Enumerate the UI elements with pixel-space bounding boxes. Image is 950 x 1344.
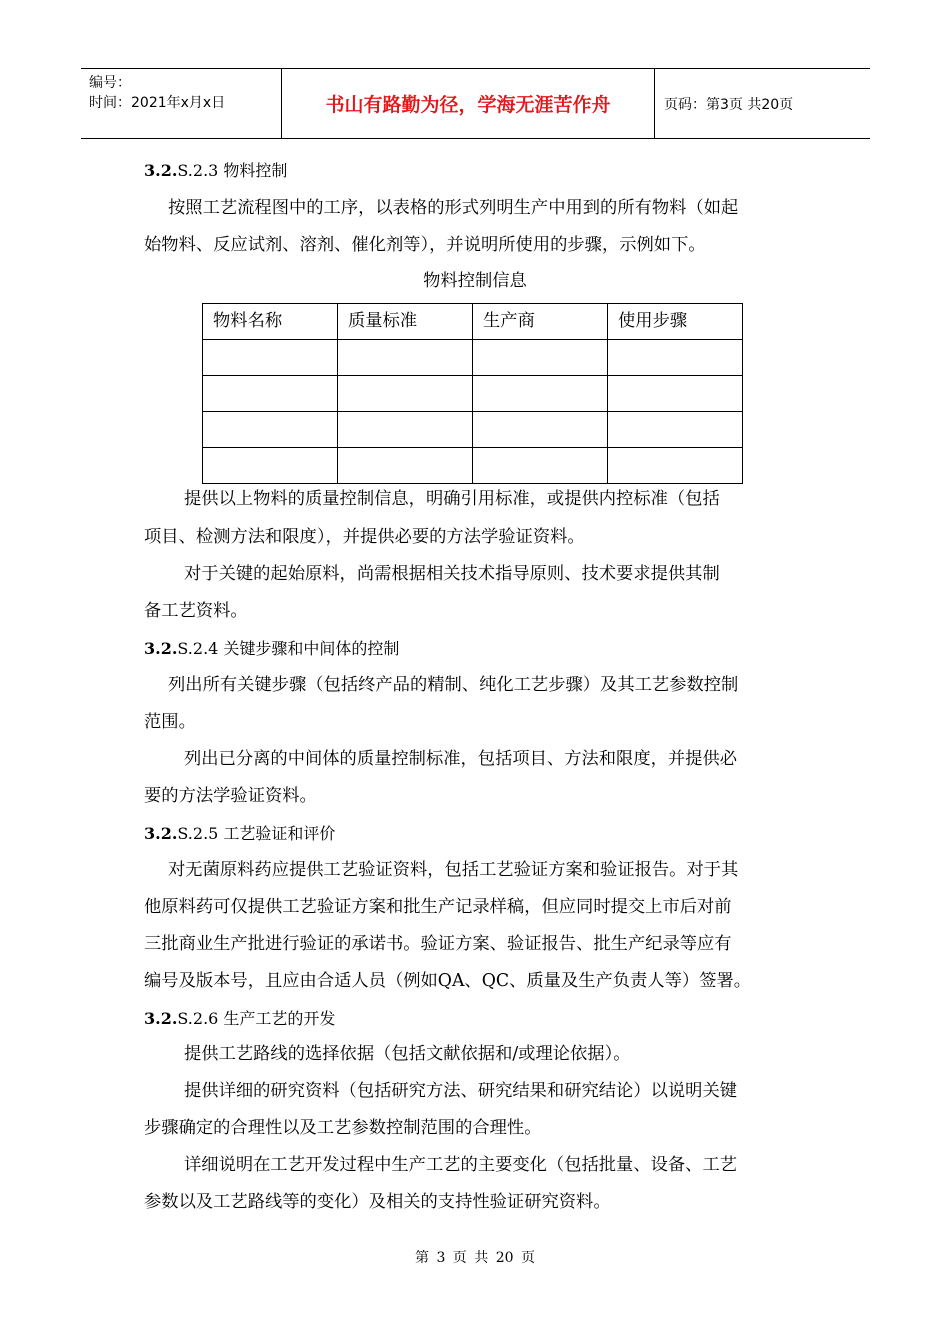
doc-time-label: 时间：2021年x月x日: [89, 95, 226, 111]
table-cell: [338, 340, 473, 376]
header-motto: 书山有路勤为径，学海无涯苦作舟: [282, 69, 655, 138]
paragraph: 详细说明在工艺开发过程中生产工艺的主要变化（包括批量、设备、工艺: [184, 1155, 738, 1175]
table-cell: [338, 376, 473, 412]
table-cell: [338, 412, 473, 448]
paragraph: 提供以上物料的质量控制信息，明确引用标准，或提供内控标准（包括: [184, 489, 720, 509]
table-row: [203, 340, 743, 376]
doc-number-label: 编号：: [89, 75, 131, 91]
section-heading-s226: [144, 1000, 814, 1037]
table-header-cell: 物料名称: [203, 304, 338, 340]
paragraph: 备工艺资料。: [144, 601, 248, 621]
section-number: 3.2.: [144, 161, 178, 180]
table-cell: [608, 376, 743, 412]
paragraph: 范围。: [144, 712, 196, 732]
section-title: S.2.5 工艺验证和评价: [177, 824, 336, 843]
section-number: 3.2.: [144, 1009, 178, 1028]
page-header: [81, 68, 870, 139]
table-cell: [473, 376, 608, 412]
paragraph: 要的方法学验证资料。: [144, 786, 317, 806]
section-heading-s223: [144, 152, 814, 189]
header-page-info: 页码：第3页 共20页: [664, 96, 794, 113]
table-header-cell: 使用步骤: [608, 304, 743, 340]
material-control-table: [202, 303, 743, 484]
paragraph: 提供工艺路线的选择依据（包括文献依据和/或理论依据）。: [184, 1044, 631, 1064]
paragraph: 对无菌原料药应提供工艺验证资料，包括工艺验证方案和验证报告。对于其: [168, 860, 739, 880]
paragraph: 项目、检测方法和限度），并提供必要的方法学验证资料。: [144, 527, 585, 547]
section-number: 3.2.: [144, 639, 178, 658]
section-heading-s225: [144, 815, 814, 852]
paragraph: 步骤确定的合理性以及工艺参数控制范围的合理性。: [144, 1118, 542, 1138]
paragraph: 列出已分离的中间体的质量控制标准，包括项目、方法和限度，并提供必: [184, 749, 738, 769]
paragraph: 三批商业生产批进行验证的承诺书。验证方案、验证报告、批生产纪录等应有: [144, 934, 732, 954]
table-cell: [203, 412, 338, 448]
section-number: 3.2.: [144, 824, 178, 843]
table-cell: [338, 448, 473, 484]
header-meta: [81, 69, 282, 138]
table-cell: [203, 448, 338, 484]
paragraph: 参数以及工艺路线等的变化）及相关的支持性验证研究资料。: [144, 1192, 611, 1212]
table-cell: [203, 376, 338, 412]
paragraph: 他原料药可仅提供工艺验证方案和批生产记录样稿，但应同时提交上市后对前: [144, 897, 732, 917]
table-header-cell: 生产商: [473, 304, 608, 340]
table-cell: [608, 340, 743, 376]
table-row: [203, 376, 743, 412]
section-title: S.2.6 生产工艺的开发: [177, 1009, 336, 1028]
table-cell: [473, 340, 608, 376]
table-header-row: [203, 304, 743, 340]
section-title: S.2.3 物料控制: [177, 161, 288, 180]
section-title: S.2.4 关键步骤和中间体的控制: [177, 639, 400, 658]
paragraph: 编号及版本号，且应由合适人员（例如QA、QC、质量及生产负责人等）签署。: [144, 971, 752, 991]
paragraph: 始物料、反应试剂、溶剂、催化剂等），并说明所使用的步骤，示例如下。: [144, 235, 706, 255]
table-cell: [608, 412, 743, 448]
table-caption: 物料控制信息: [423, 271, 527, 291]
paragraph: 提供详细的研究资料（包括研究方法、研究结果和研究结论）以说明关键: [184, 1081, 738, 1101]
table-row: [203, 412, 743, 448]
table-cell: [608, 448, 743, 484]
section-heading-s224: [144, 630, 814, 667]
table-row: [203, 448, 743, 484]
paragraph: 对于关键的起始原料，尚需根据相关技术指导原则、技术要求提供其制: [184, 564, 720, 584]
table-cell: [473, 412, 608, 448]
paragraph: 列出所有关键步骤（包括终产品的精制、纯化工艺步骤）及其工艺参数控制: [168, 675, 739, 695]
page-footer: 第 3 页 共 20 页: [415, 1250, 535, 1266]
paragraph: 按照工艺流程图中的工序，以表格的形式列明生产中用到的所有物料（如起: [168, 198, 739, 218]
table-cell: [203, 340, 338, 376]
table-cell: [473, 448, 608, 484]
table-header-cell: 质量标准: [338, 304, 473, 340]
